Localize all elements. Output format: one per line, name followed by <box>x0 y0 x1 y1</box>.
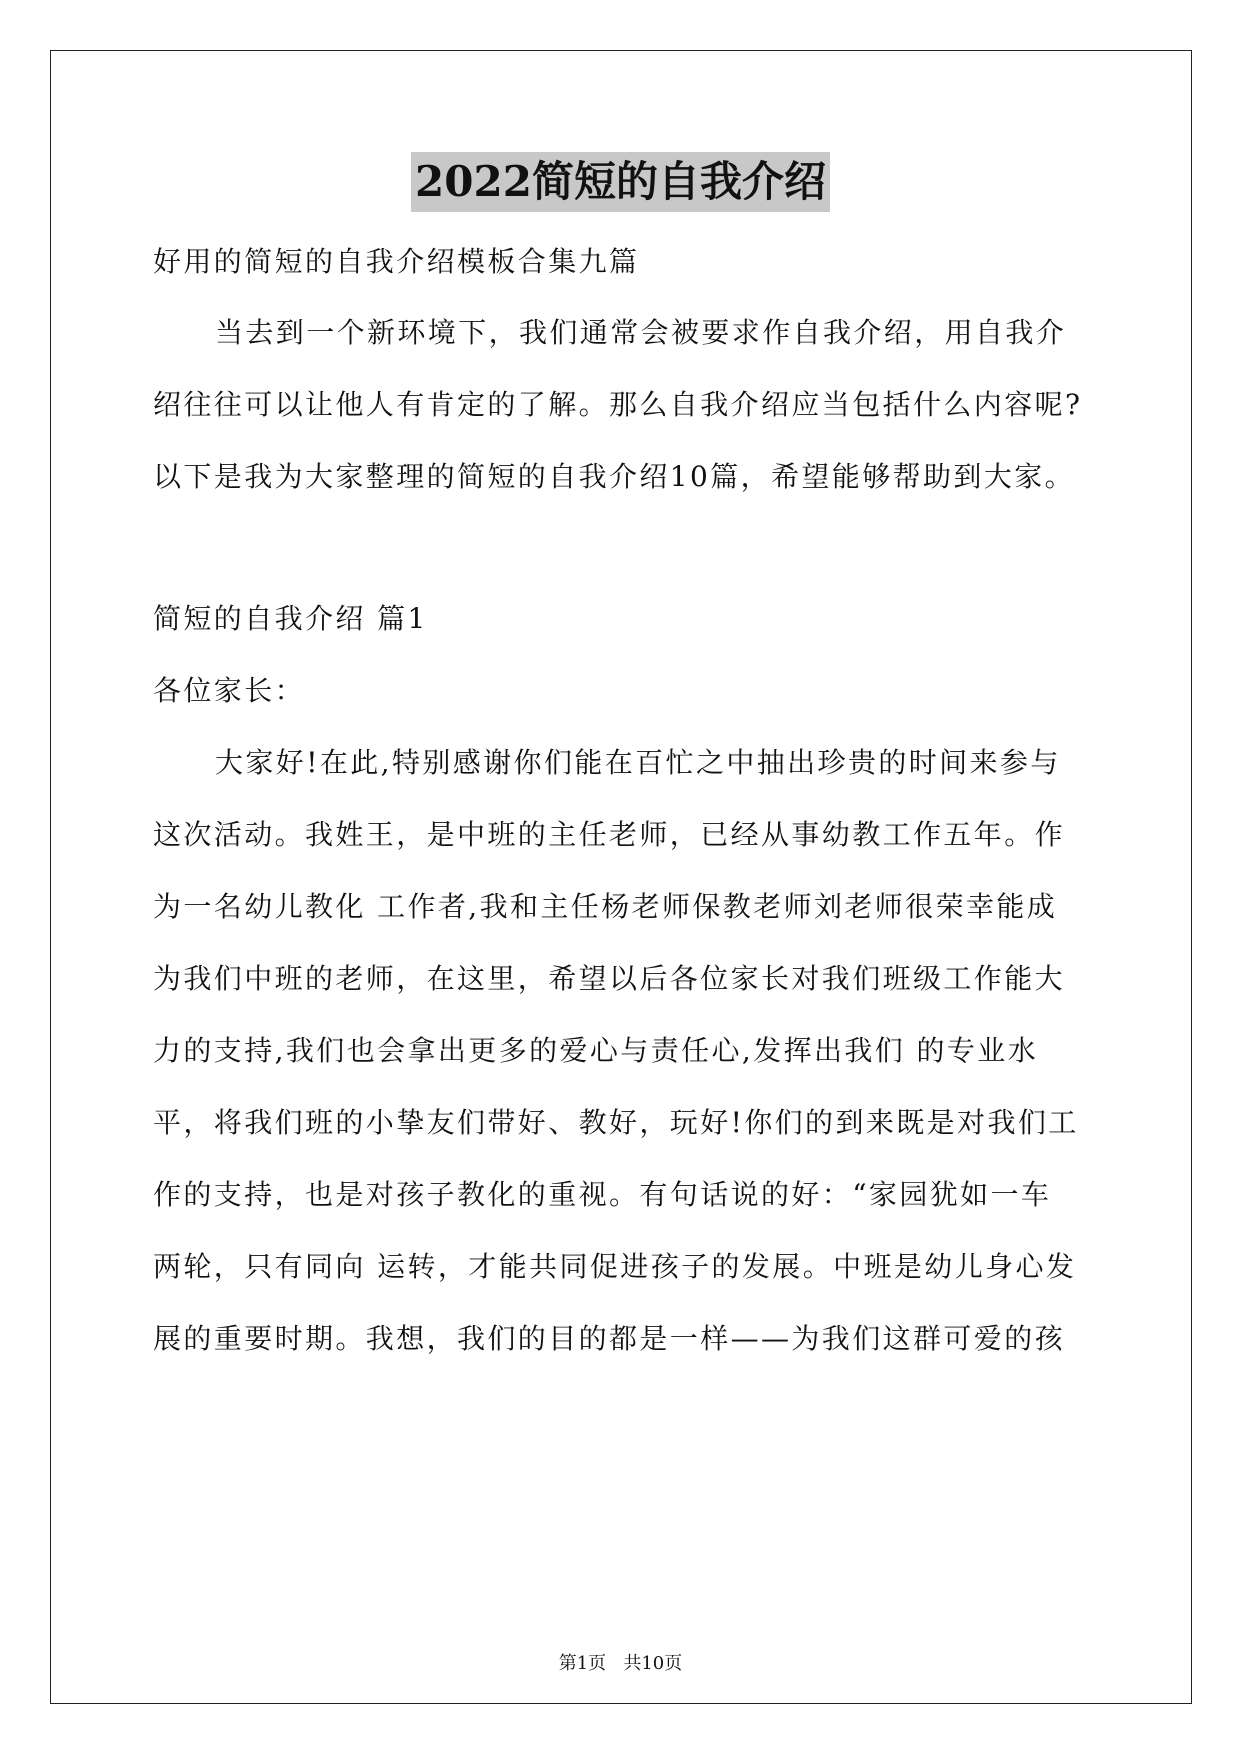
page-border <box>50 50 1192 1704</box>
intro-line-1: 当去到一个新环境下，我们通常会被要求作自我介绍，用自我介 <box>215 316 1067 349</box>
salutation: 各位家长： <box>153 674 306 707</box>
intro-line-2: 绍往往可以让他人有肯定的了解。那么自我介绍应当包括什么内容呢? <box>153 388 1083 421</box>
document-title: 2022简短的自我介绍 <box>411 152 830 212</box>
title-container <box>0 152 1241 212</box>
body-line-4: 为我们中班的老师，在这里，希望以后各位家长对我们班级工作能大 <box>153 962 1066 995</box>
body-line-3: 为一名幼儿教化 工作者,我和主任杨老师保教老师刘老师很荣幸能成 <box>153 890 1058 923</box>
body-line-2: 这次活动。我姓王，是中班的主任老师，已经从事幼教工作五年。作 <box>153 818 1066 851</box>
subtitle: 好用的简短的自我介绍模板合集九篇 <box>153 245 640 278</box>
body-line-8: 两轮，只有同向 运转，才能共同促进孩子的发展。中班是幼儿身心发 <box>153 1250 1077 1283</box>
intro-line-3: 以下是我为大家整理的简短的自我介绍10篇，希望能够帮助到大家。 <box>153 460 1076 493</box>
body-line-7: 作的支持，也是对孩子教化的重视。有句话说的好：“家园犹如一车 <box>153 1178 1052 1211</box>
section-heading: 简短的自我介绍 篇1 <box>153 602 428 635</box>
body-line-6: 平，将我们班的小挚友们带好、教好，玩好!你们的到来既是对我们工 <box>153 1106 1079 1139</box>
body-line-1: 大家好!在此,特别感谢你们能在百忙之中抽出珍贵的时间来参与 <box>215 746 1061 779</box>
body-line-5: 力的支持,我们也会拿出更多的爱心与责任心,发挥出我们 的专业水 <box>153 1034 1039 1067</box>
page-footer: 第1页 共10页 <box>558 1653 683 1674</box>
body-line-9: 展的重要时期。我想，我们的目的都是一样——为我们这群可爱的孩 <box>153 1322 1066 1355</box>
